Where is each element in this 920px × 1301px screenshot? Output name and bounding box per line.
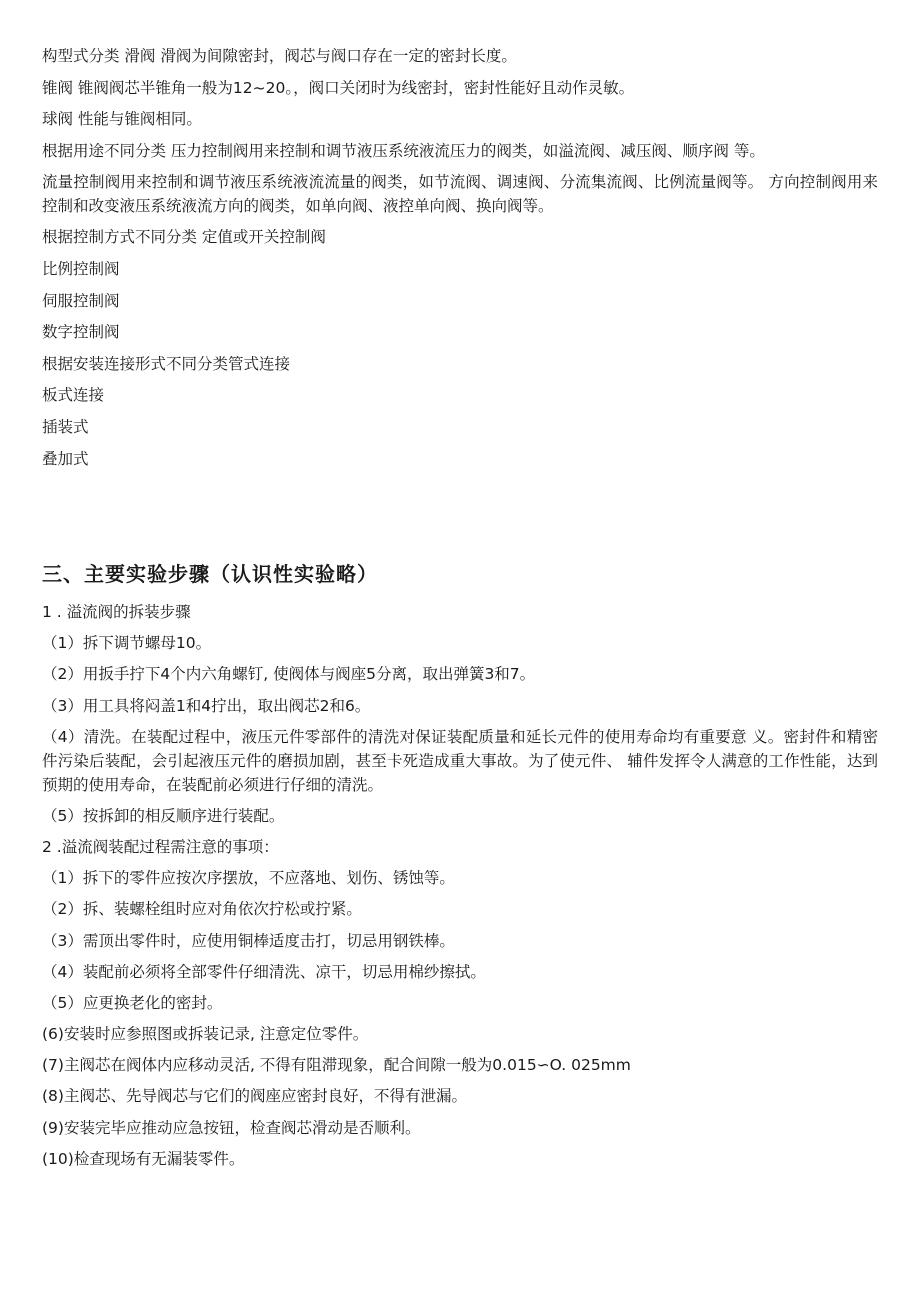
text-line: 数字控制阀 xyxy=(42,323,120,342)
document-page xyxy=(42,44,878,1168)
note-item: (8)主阀芯、先导阀芯与它们的阀座应密封良好，不得有泄漏。 xyxy=(42,1087,467,1106)
text-line: 叠加式 xyxy=(42,449,89,468)
note-item: （5）应更换老化的密封。 xyxy=(42,993,223,1012)
note-item: (9)安装完毕应推动应急按钮，检查阀芯滑动是否顺利。 xyxy=(42,1118,421,1137)
step-item: （1）拆下调节螺母10。 xyxy=(42,634,212,653)
text-line: 球阀 性能与锥阀相同。 xyxy=(42,110,202,129)
note-item: （4）装配前必须将全部零件仔细清洗、凉干，切忌用棉纱擦拭。 xyxy=(42,962,486,981)
text-paragraph: 流量控制阀用来控制和调节液压系统液流流量的阀类，如节流阀、调速阀、分流集流阀、比例流量阀等。 方向控制阀用来控制和改变液压系统液流方向的阀类，如单向阀、液控单向阀、换向阀等。 xyxy=(42,173,878,216)
step-item: （3）用工具将闷盖1和4拧出，取出阀芯2和6。 xyxy=(42,696,371,715)
step-item-paragraph: （4）清洗。在装配过程中，液压元件零部件的清洗对保证装配质量和延长元件的使用寿命均有重要意 义。密封件和精密件污染后装配，会引起液压元件的磨损加剧，甚至卡死造成重大事故。为了使元件、 辅件发挥令人满意的工作性能，达到预期的使用寿命，在装配前必须进行仔细的清洗。 xyxy=(42,727,878,794)
experiment-steps-section xyxy=(42,600,878,1178)
text-line: 比例控制阀 xyxy=(42,259,120,278)
step-item: （5）按拆卸的相反顺序进行装配。 xyxy=(42,806,285,825)
text-line: 插装式 xyxy=(42,417,89,436)
note-item: （3）需顶出零件时，应使用铜棒适度击打，切忌用钢铁棒。 xyxy=(42,931,455,950)
text-line: 构型式分类 滑阀 滑阀为间隙密封，阀芯与阀口存在一定的密封长度。 xyxy=(42,47,517,65)
valve-classification-section xyxy=(42,44,878,478)
step-heading: 1 . 溢流阀的拆装步骤 xyxy=(42,603,191,621)
text-line: 根据用途不同分类 压力控制阀用来控制和调节液压系统液流压力的阀类，如溢流阀、减压阀、顺序阀 等。 xyxy=(42,141,765,160)
step-item: （2）用扳手拧下4个内六角螺钉, 使阀体与阀座5分离，取出弹簧3和7。 xyxy=(42,665,536,684)
step-heading: 2 .溢流阀装配过程需注意的事项： xyxy=(42,837,279,856)
text-line: 锥阀 锥阀阀芯半锥角一般为12~20。，阀口关闭时为线密封，密封性能好且动作灵敏。 xyxy=(42,78,635,97)
note-item: （1）拆下的零件应按次序摆放，不应落地、划伤、锈蚀等。 xyxy=(42,869,455,888)
text-line: 板式连接 xyxy=(42,386,105,405)
section-heading: 三、主要实验步骤（认识性实验略） xyxy=(42,562,378,586)
text-line: 伺服控制阀 xyxy=(42,291,120,310)
note-item: (7)主阀芯在阀体内应移动灵活, 不得有阻滞现象，配合间隙一般为0.015∽O. 025mm xyxy=(42,1056,631,1075)
note-item: （2）拆、装螺栓组时应对角依次拧松或拧紧。 xyxy=(42,900,362,919)
text-line: 根据安装连接形式不同分类管式连接 xyxy=(42,354,291,373)
note-item: (10)检查现场有无漏装零件。 xyxy=(42,1149,245,1168)
text-line: 根据控制方式不同分类 定值或开关控制阀 xyxy=(42,228,326,247)
note-item: (6)安装时应参照图或拆装记录, 注意定位零件。 xyxy=(42,1025,369,1044)
